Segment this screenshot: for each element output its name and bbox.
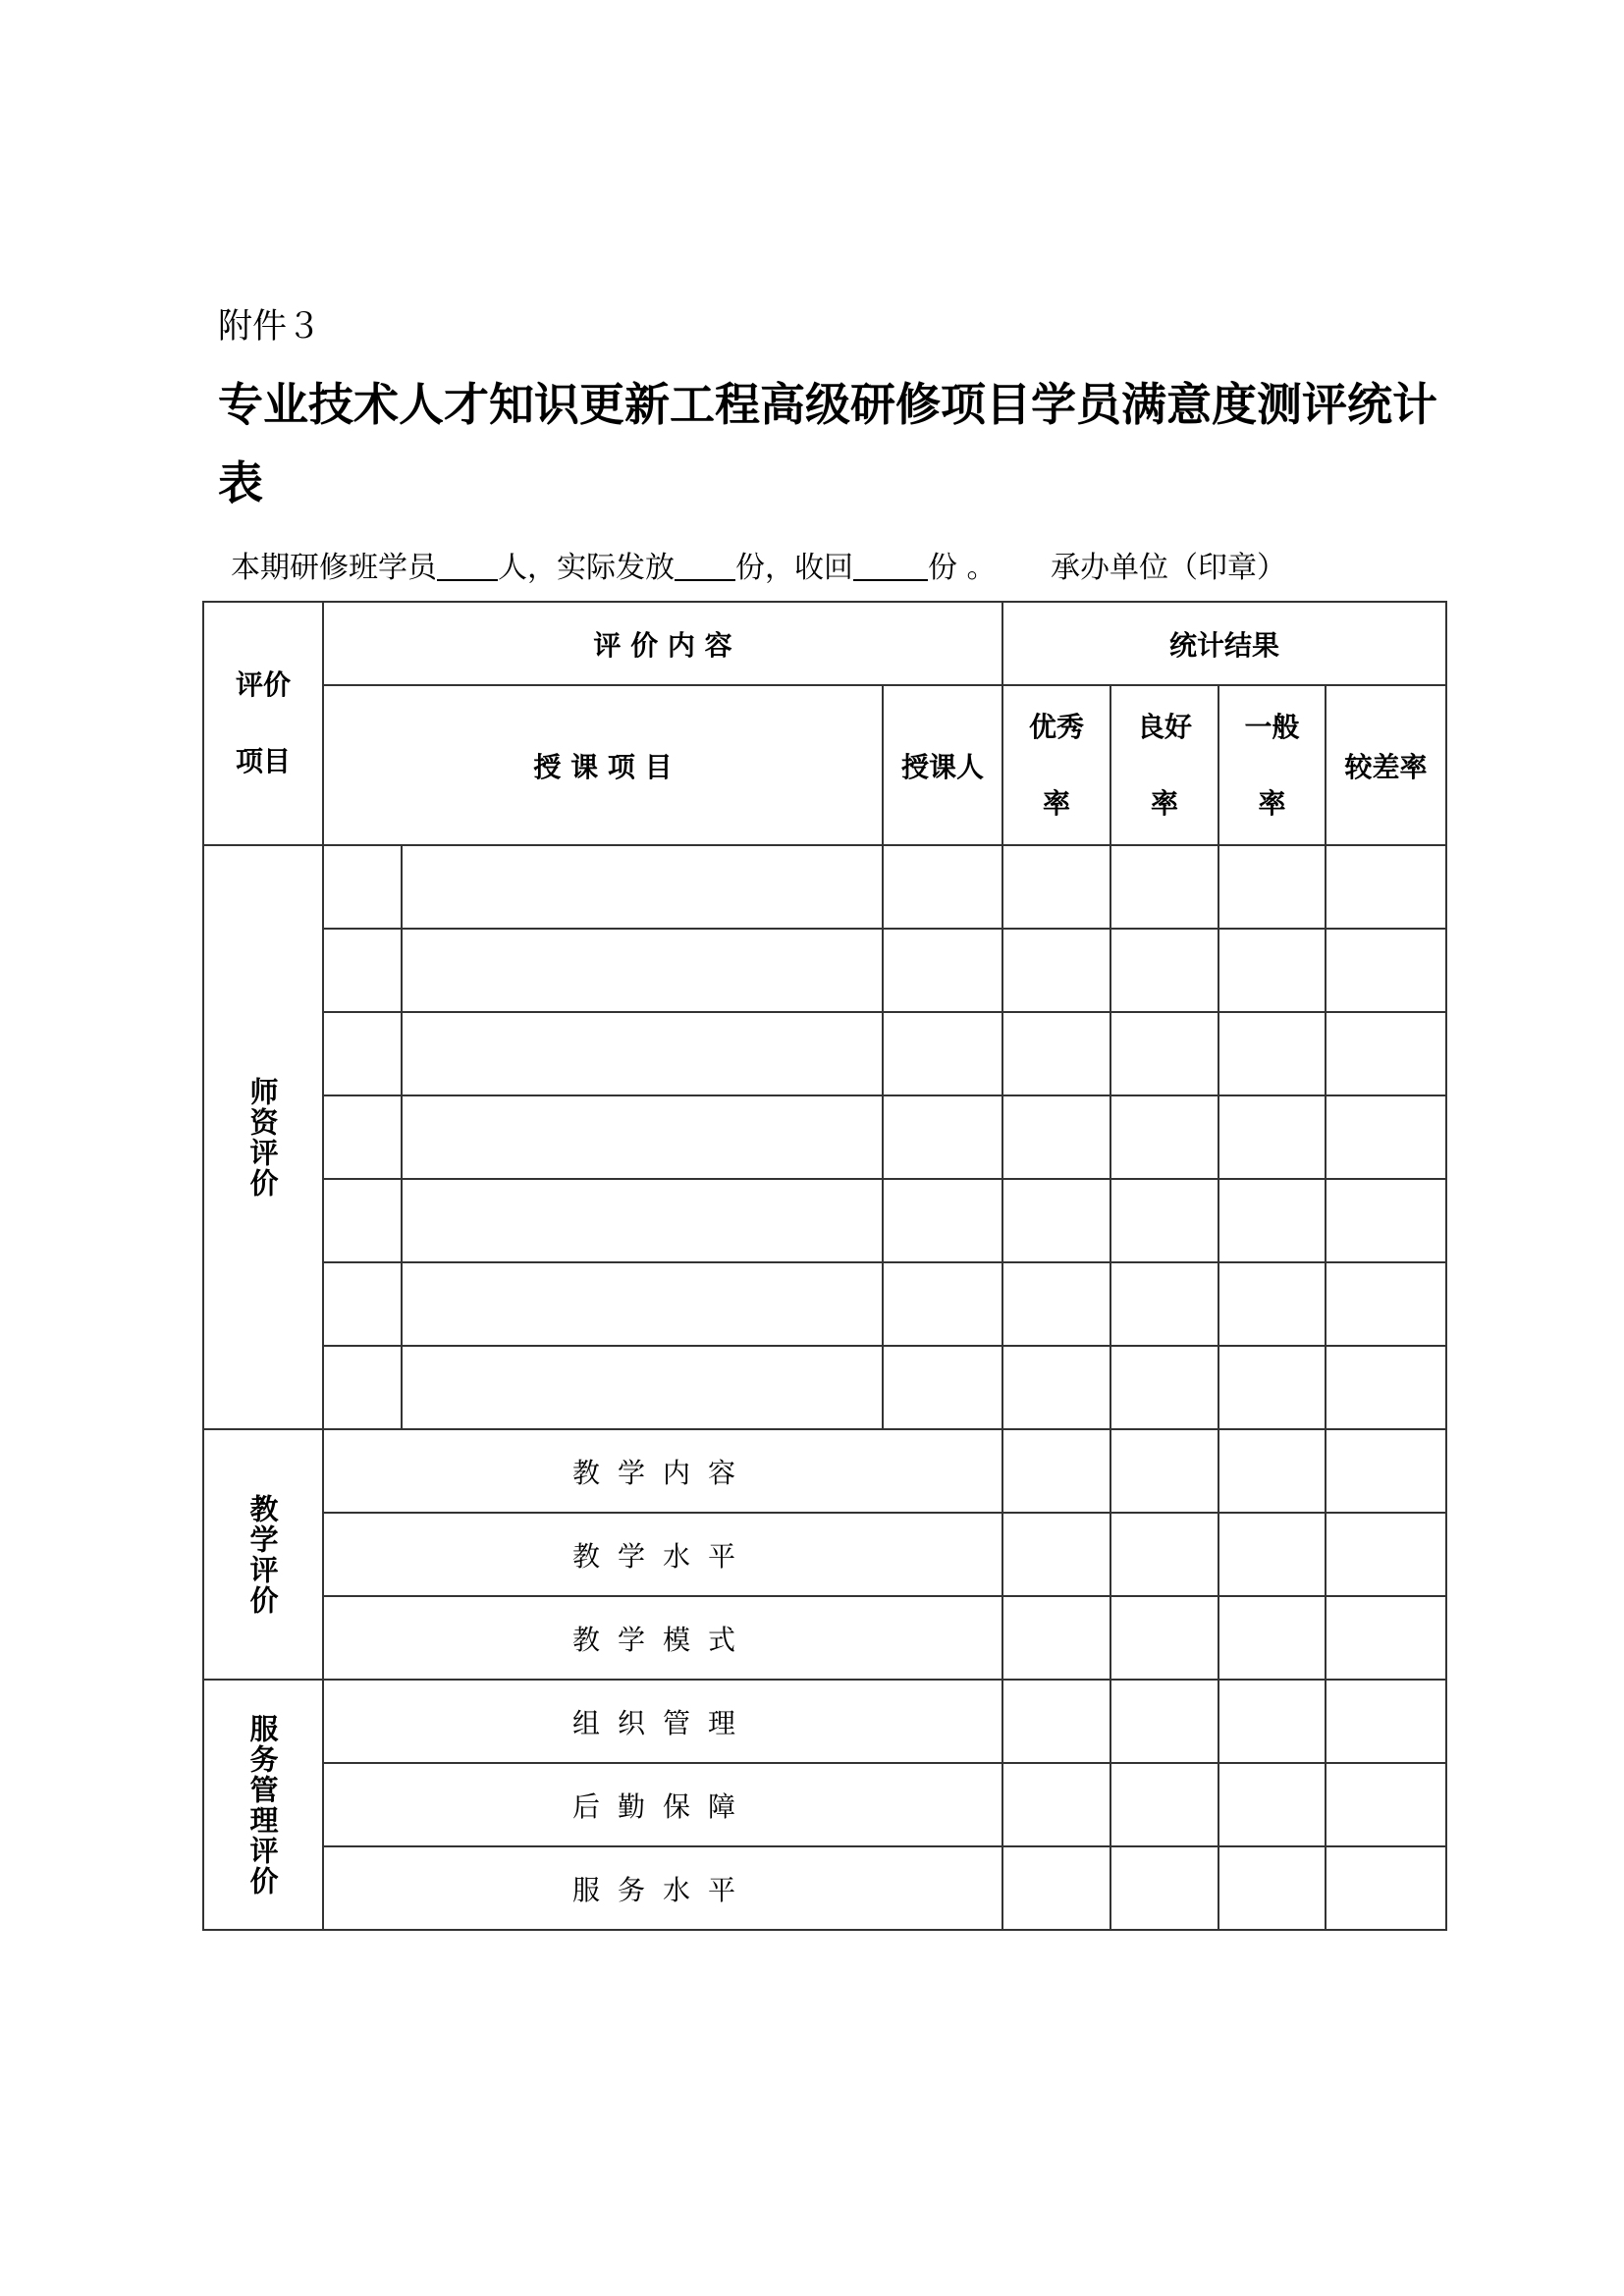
teacher-row-average[interactable]	[1218, 1179, 1326, 1262]
teacher-row-course[interactable]	[402, 929, 883, 1012]
teacher-row-good[interactable]	[1110, 845, 1218, 929]
teacher-row-no[interactable]	[323, 1179, 402, 1262]
teacher-row-excellent[interactable]	[1002, 1346, 1110, 1429]
teaching-row-label: 教学模式	[323, 1596, 1002, 1680]
service-row-excellent[interactable]	[1002, 1763, 1110, 1846]
service-row-poor[interactable]	[1326, 1763, 1446, 1846]
summary-returned-label: 份，收回	[735, 551, 853, 585]
course-item-header: 授 课 项 目	[323, 685, 883, 845]
form-summary-line	[231, 543, 997, 586]
teacher-row-course[interactable]	[402, 1262, 883, 1346]
service-row-average[interactable]	[1218, 1763, 1326, 1846]
excellent-rate-header	[1002, 685, 1110, 845]
service-row-poor[interactable]	[1326, 1680, 1446, 1763]
teaching-row-average[interactable]	[1218, 1513, 1326, 1596]
teacher-eval-label: 师资评价	[245, 1076, 280, 1199]
teacher-row-course[interactable]	[402, 1346, 883, 1429]
teaching-eval-section	[203, 1429, 323, 1680]
teaching-row-excellent[interactable]	[1002, 1429, 1110, 1513]
teaching-row-poor[interactable]	[1326, 1596, 1446, 1680]
trainees-count-blank[interactable]	[437, 550, 498, 581]
service-row-poor[interactable]	[1326, 1846, 1446, 1930]
service-row-good[interactable]	[1110, 1846, 1218, 1930]
teacher-row-good[interactable]	[1110, 1095, 1218, 1179]
excellent-rate-line2: 率	[1042, 786, 1070, 820]
teaching-eval-label: 教学评价	[245, 1493, 280, 1616]
teacher-eval-section	[203, 845, 323, 1429]
teacher-row-course[interactable]	[402, 1012, 883, 1095]
excellent-rate-line1: 优秀	[1028, 710, 1084, 743]
summary-end: 份 。	[928, 551, 997, 585]
teacher-row-lecturer[interactable]	[883, 1095, 1002, 1179]
teacher-row-poor[interactable]	[1326, 1262, 1446, 1346]
teacher-row-lecturer[interactable]	[883, 929, 1002, 1012]
teaching-row-label: 教学内容	[323, 1429, 1002, 1513]
satisfaction-table	[202, 601, 1447, 1931]
service-row-excellent[interactable]	[1002, 1846, 1110, 1930]
teaching-row-average[interactable]	[1218, 1596, 1326, 1680]
returned-count-blank[interactable]	[853, 550, 928, 581]
teacher-row-average[interactable]	[1218, 1095, 1326, 1179]
good-rate-line2: 率	[1150, 786, 1178, 820]
teacher-row-course[interactable]	[402, 845, 883, 929]
attachment-label: 附件３	[218, 307, 322, 347]
service-row-label: 服务水平	[323, 1846, 1002, 1930]
teaching-row-poor[interactable]	[1326, 1429, 1446, 1513]
teacher-row-good[interactable]	[1110, 1346, 1218, 1429]
teaching-row-poor[interactable]	[1326, 1513, 1446, 1596]
teacher-row-no[interactable]	[323, 1262, 402, 1346]
service-eval-label: 服务管理评价	[245, 1713, 280, 1896]
service-row-good[interactable]	[1110, 1763, 1218, 1846]
teaching-row-excellent[interactable]	[1002, 1513, 1110, 1596]
good-rate-line1: 良好	[1136, 710, 1192, 743]
teacher-row-poor[interactable]	[1326, 1095, 1446, 1179]
teacher-row-excellent[interactable]	[1002, 845, 1110, 929]
eval-item-header-line2: 项目	[235, 745, 291, 777]
eval-item-header	[203, 602, 323, 845]
service-row-average[interactable]	[1218, 1680, 1326, 1763]
lecturer-header: 授课人	[883, 685, 1002, 845]
teacher-row-no[interactable]	[323, 929, 402, 1012]
teacher-row-poor[interactable]	[1326, 1346, 1446, 1429]
teacher-row-no[interactable]	[323, 1346, 402, 1429]
summary-issued-label: 人，实际发放	[498, 551, 675, 585]
teacher-row-good[interactable]	[1110, 1262, 1218, 1346]
teacher-row-lecturer[interactable]	[883, 1346, 1002, 1429]
stat-results-header: 统计结果	[1002, 602, 1446, 685]
average-rate-line2: 率	[1258, 786, 1286, 820]
teacher-row-excellent[interactable]	[1002, 1095, 1110, 1179]
teacher-row-poor[interactable]	[1326, 845, 1446, 929]
teacher-row-poor[interactable]	[1326, 1012, 1446, 1095]
average-rate-header	[1218, 685, 1326, 845]
summary-trainees-label: 本期研修班学员	[231, 551, 437, 585]
teaching-row-good[interactable]	[1110, 1596, 1218, 1680]
teacher-row-no[interactable]	[323, 1012, 402, 1095]
eval-content-header: 评 价 内 容	[323, 602, 1002, 685]
teacher-row-excellent[interactable]	[1002, 1012, 1110, 1095]
teacher-row-average[interactable]	[1218, 1012, 1326, 1095]
poor-rate-header: 较差率	[1326, 685, 1446, 845]
teaching-row-good[interactable]	[1110, 1429, 1218, 1513]
teacher-row-excellent[interactable]	[1002, 929, 1110, 1012]
teacher-row-no[interactable]	[323, 845, 402, 929]
eval-item-header-line1: 评价	[235, 668, 291, 701]
service-row-label: 组织管理	[323, 1680, 1002, 1763]
teacher-row-average[interactable]	[1218, 929, 1326, 1012]
service-row-label: 后勤保障	[323, 1763, 1002, 1846]
teaching-row-good[interactable]	[1110, 1513, 1218, 1596]
teacher-row-lecturer[interactable]	[883, 1179, 1002, 1262]
teacher-row-lecturer[interactable]	[883, 845, 1002, 929]
teaching-row-excellent[interactable]	[1002, 1596, 1110, 1680]
teacher-row-good[interactable]	[1110, 1012, 1218, 1095]
teacher-row-course[interactable]	[402, 1095, 883, 1179]
teacher-row-good[interactable]	[1110, 1179, 1218, 1262]
teaching-row-label: 教学水平	[323, 1513, 1002, 1596]
organizer-seal-label: 承办单位（印章）	[1051, 551, 1286, 585]
teacher-row-lecturer[interactable]	[883, 1012, 1002, 1095]
teacher-row-course[interactable]	[402, 1179, 883, 1262]
issued-count-blank[interactable]	[675, 550, 735, 581]
teaching-row-average[interactable]	[1218, 1429, 1326, 1513]
teacher-row-average[interactable]	[1218, 1262, 1326, 1346]
document-title: 专业技术人才知识更新工程高级研修项目学员满意度测评统计表	[218, 378, 1437, 509]
teacher-row-excellent[interactable]	[1002, 1179, 1110, 1262]
service-row-average[interactable]	[1218, 1846, 1326, 1930]
teacher-row-excellent[interactable]	[1002, 1262, 1110, 1346]
good-rate-header	[1110, 685, 1218, 845]
teacher-row-average[interactable]	[1218, 1346, 1326, 1429]
average-rate-line1: 一般	[1244, 710, 1300, 743]
service-row-excellent[interactable]	[1002, 1680, 1110, 1763]
service-row-good[interactable]	[1110, 1680, 1218, 1763]
teacher-row-good[interactable]	[1110, 929, 1218, 1012]
service-eval-section	[203, 1680, 323, 1930]
teacher-row-poor[interactable]	[1326, 1179, 1446, 1262]
teacher-row-average[interactable]	[1218, 845, 1326, 929]
teacher-row-no[interactable]	[323, 1095, 402, 1179]
teacher-row-lecturer[interactable]	[883, 1262, 1002, 1346]
teacher-row-poor[interactable]	[1326, 929, 1446, 1012]
